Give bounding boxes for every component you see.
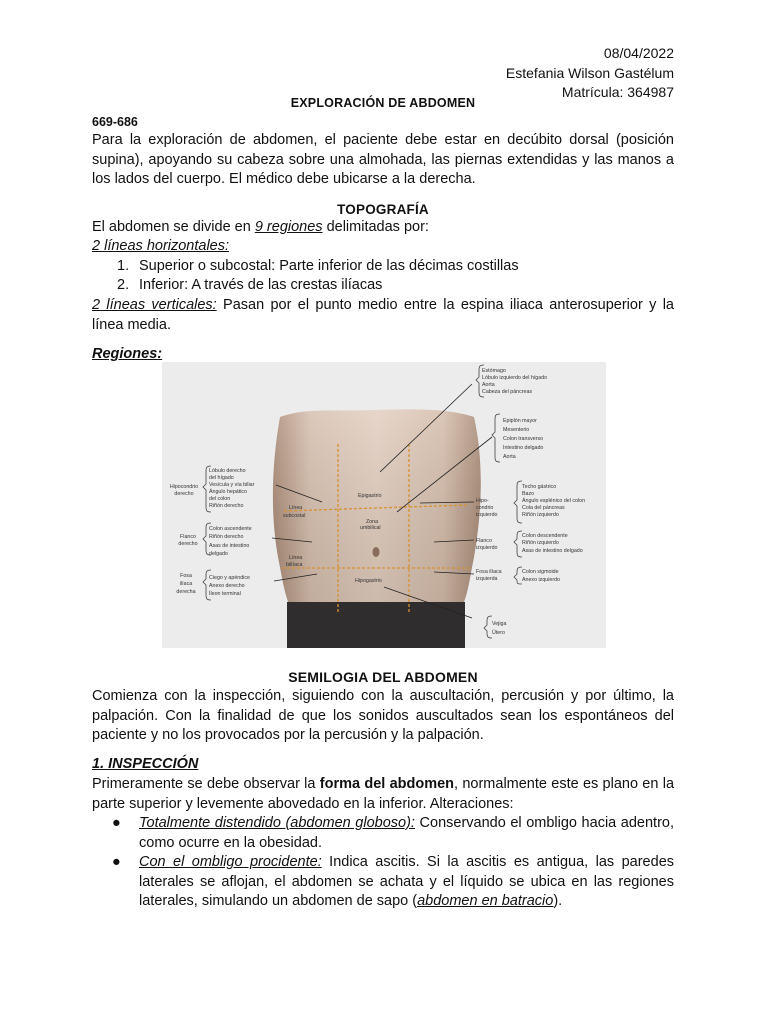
label-text: izquierdo: [476, 545, 498, 551]
inspeccion-text-b: forma del abdomen: [319, 776, 455, 792]
label-text: Bazo: [522, 491, 535, 497]
horizontal-label-row: [92, 237, 674, 257]
label-text: Hipo-: [476, 498, 489, 504]
bullet-body: Indica ascitis. Si la ascitis es antigua, las paredes laterales se aflojan, el abdomen se achata y el líquido se ubica en las regiones laterales, simulando un abdomen de sapo (: [139, 854, 675, 909]
topografia-paragraph: [92, 218, 674, 238]
zone-epigastrio: Epigastrio: [358, 493, 382, 499]
label-text: Cola del páncreas: [522, 505, 565, 511]
label-text: Colon ascendente: [209, 526, 252, 532]
topografia-title: TOPOGRAFÍA: [337, 202, 429, 217]
header-student-name: Estefania Wilson Gastélum: [505, 64, 674, 81]
topografia-text-a: El abdomen se divide en: [92, 219, 255, 235]
document-header: [506, 44, 674, 103]
page-range: 669-686: [92, 115, 138, 129]
label-text: Riñón izquierdo: [522, 512, 559, 518]
bullet-emphasis: abdomen en batracio: [417, 893, 554, 909]
bullet-text: [139, 853, 674, 912]
label-text: Ángulo esplénico del colon: [522, 498, 586, 504]
linea-subcostal-2: subcostal: [283, 513, 306, 519]
label-text: derecha: [176, 589, 196, 595]
label-text: izquierdo: [476, 512, 498, 518]
label-text: Hipocondrio: [169, 484, 199, 490]
label-text: Asas de intestino: [209, 543, 250, 549]
inspeccion-text-a: Primeramente se debe observar la: [92, 776, 320, 792]
bullet-tail: ).: [553, 893, 563, 909]
list-text: Superior o subcostal: Parte inferior de las décimas costillas: [139, 258, 519, 274]
linea-biiliaca-1: Línea: [289, 555, 303, 561]
list-number: 2.: [117, 277, 130, 293]
bullet-dot: ●: [112, 854, 121, 870]
inspeccion-heading: 1. INSPECCIÓN: [92, 756, 199, 772]
label-text: del colon: [209, 496, 231, 502]
header-matricula: Matrícula: 364987: [561, 84, 674, 100]
label-text: Fosa: [180, 573, 192, 579]
linea-biiliaca-2: biilíaca: [286, 562, 303, 568]
label-text: Útero: [492, 630, 505, 636]
list-text: Inferior: A través de las crestas ilíacas: [139, 277, 383, 293]
header-date: 08/04/2022: [603, 45, 674, 61]
label-text: Riñón derecho: [209, 534, 244, 540]
label-text: Aorta: [482, 382, 495, 388]
zone-umbilical-2: umbilical: [360, 525, 381, 531]
label-text: Techo gástrico: [522, 484, 557, 490]
label-text: Colon descendente: [522, 533, 568, 539]
linea-subcostal-1: Línea: [289, 505, 303, 511]
label-text: Colon transverso: [503, 436, 544, 442]
label-text: Riñón derecho: [209, 503, 244, 509]
navel: [373, 547, 380, 557]
label-text: derecho: [178, 541, 198, 547]
label-text: Fosa ilíaca: [476, 569, 502, 575]
vertical-lines-text: Pasan por el punto medio entre la espina iliaca anterosuperior y la línea media.: [92, 297, 674, 333]
label-text: del hígado: [209, 475, 234, 481]
label-text: izquierda: [476, 576, 498, 582]
vertical-lines-paragraph: [92, 296, 674, 335]
topografia-text-c: delimitadas por:: [322, 219, 429, 235]
label-text: Ciego y apéndice: [209, 575, 250, 581]
label-text: Flanco: [476, 538, 492, 544]
label-text: Riñón izquierdo: [522, 540, 559, 546]
bullet-body: Conservando el ombligo hacia adentro, como ocurre en la obesidad.: [139, 815, 675, 851]
vertical-lines-label: 2 líneas verticales:: [92, 297, 217, 313]
inspeccion-paragraph: [92, 775, 674, 814]
list-number: 1.: [117, 258, 130, 274]
label-text: Estómago: [482, 368, 506, 374]
label-text: Cabeza del páncreas: [482, 389, 533, 395]
abdomen-regions-figure: [162, 362, 606, 648]
label-text: condrio: [476, 505, 494, 511]
document-title: EXPLORACIÓN DE ABDOMEN: [290, 96, 476, 110]
horizontal-list-item-2: [117, 276, 382, 296]
label-text: Intestino delgado: [503, 445, 544, 451]
label-flanco-derecho: [178, 534, 197, 547]
inspeccion-text-c: , normalmente este es plano en la parte superior y levemente abovedado en la inferior. Alteraciones:: [92, 776, 675, 812]
bullet-label: Con el ombligo procidente:: [139, 854, 322, 870]
intro-paragraph: Para la exploración de abdomen, el paciente debe estar en decúbito dorsal (posición supina), apoyando su cabeza sobre una almohada, las piernas extendidas y las manos a los lados del cuerpo. El médico debe ubicarse a la derecha.: [92, 132, 674, 187]
regiones-label: Regiones:: [92, 346, 163, 362]
label-text: Ángulo hepático: [209, 489, 247, 495]
label-text: Flanco: [180, 534, 196, 540]
horizontal-lines-label: 2 líneas horizontales:: [92, 238, 230, 254]
horizontal-list-item-1: [117, 257, 519, 277]
semiologia-title: SEMILOGIA DEL ABDOMEN: [288, 669, 478, 685]
topografia-regions: 9 regiones: [254, 219, 323, 235]
bullet-item-2: [92, 853, 674, 912]
label-text: Anexo izquierdo: [522, 577, 560, 583]
label-text: delgado: [209, 551, 228, 557]
label-text: derecho: [174, 491, 194, 497]
bullet-label: Totalmente distendido (abdomen globoso):: [139, 815, 415, 831]
label-text: Asas de intestino delgado: [522, 548, 583, 554]
zone-hipogastrio: Hipogastrio: [355, 578, 382, 584]
label-text: Lóbulo izquierdo del hígado: [482, 375, 548, 381]
label-text: Vejiga: [492, 621, 507, 627]
bullet-dot: ●: [112, 815, 121, 831]
bullet-text: [139, 814, 674, 853]
label-text: Aorta: [503, 454, 516, 460]
waistband: [287, 602, 465, 648]
zone-umbilical-1: Zona: [366, 519, 379, 525]
label-text: Íleon terminal: [209, 591, 241, 597]
label-text: ilíaca: [179, 581, 193, 587]
label-text: Epiplón mayor: [503, 418, 537, 424]
semiologia-paragraph: Comienza con la inspección, siguiendo con la auscultación, percusión y por último, la palpación. Con la finalidad de que los sonidos auscultados sean los espontáneos del paciente y no los provocados por la percusión y la palpación.: [92, 688, 674, 743]
label-text: Vesícula y vía biliar: [209, 482, 255, 488]
label-text: Mesenterio: [503, 427, 530, 433]
label-text: Anexo derecho: [209, 583, 245, 589]
label-text: Lóbulo derecho: [209, 468, 246, 474]
bullet-item-1: [92, 814, 674, 853]
label-text: Colon sigmoide: [522, 569, 559, 575]
